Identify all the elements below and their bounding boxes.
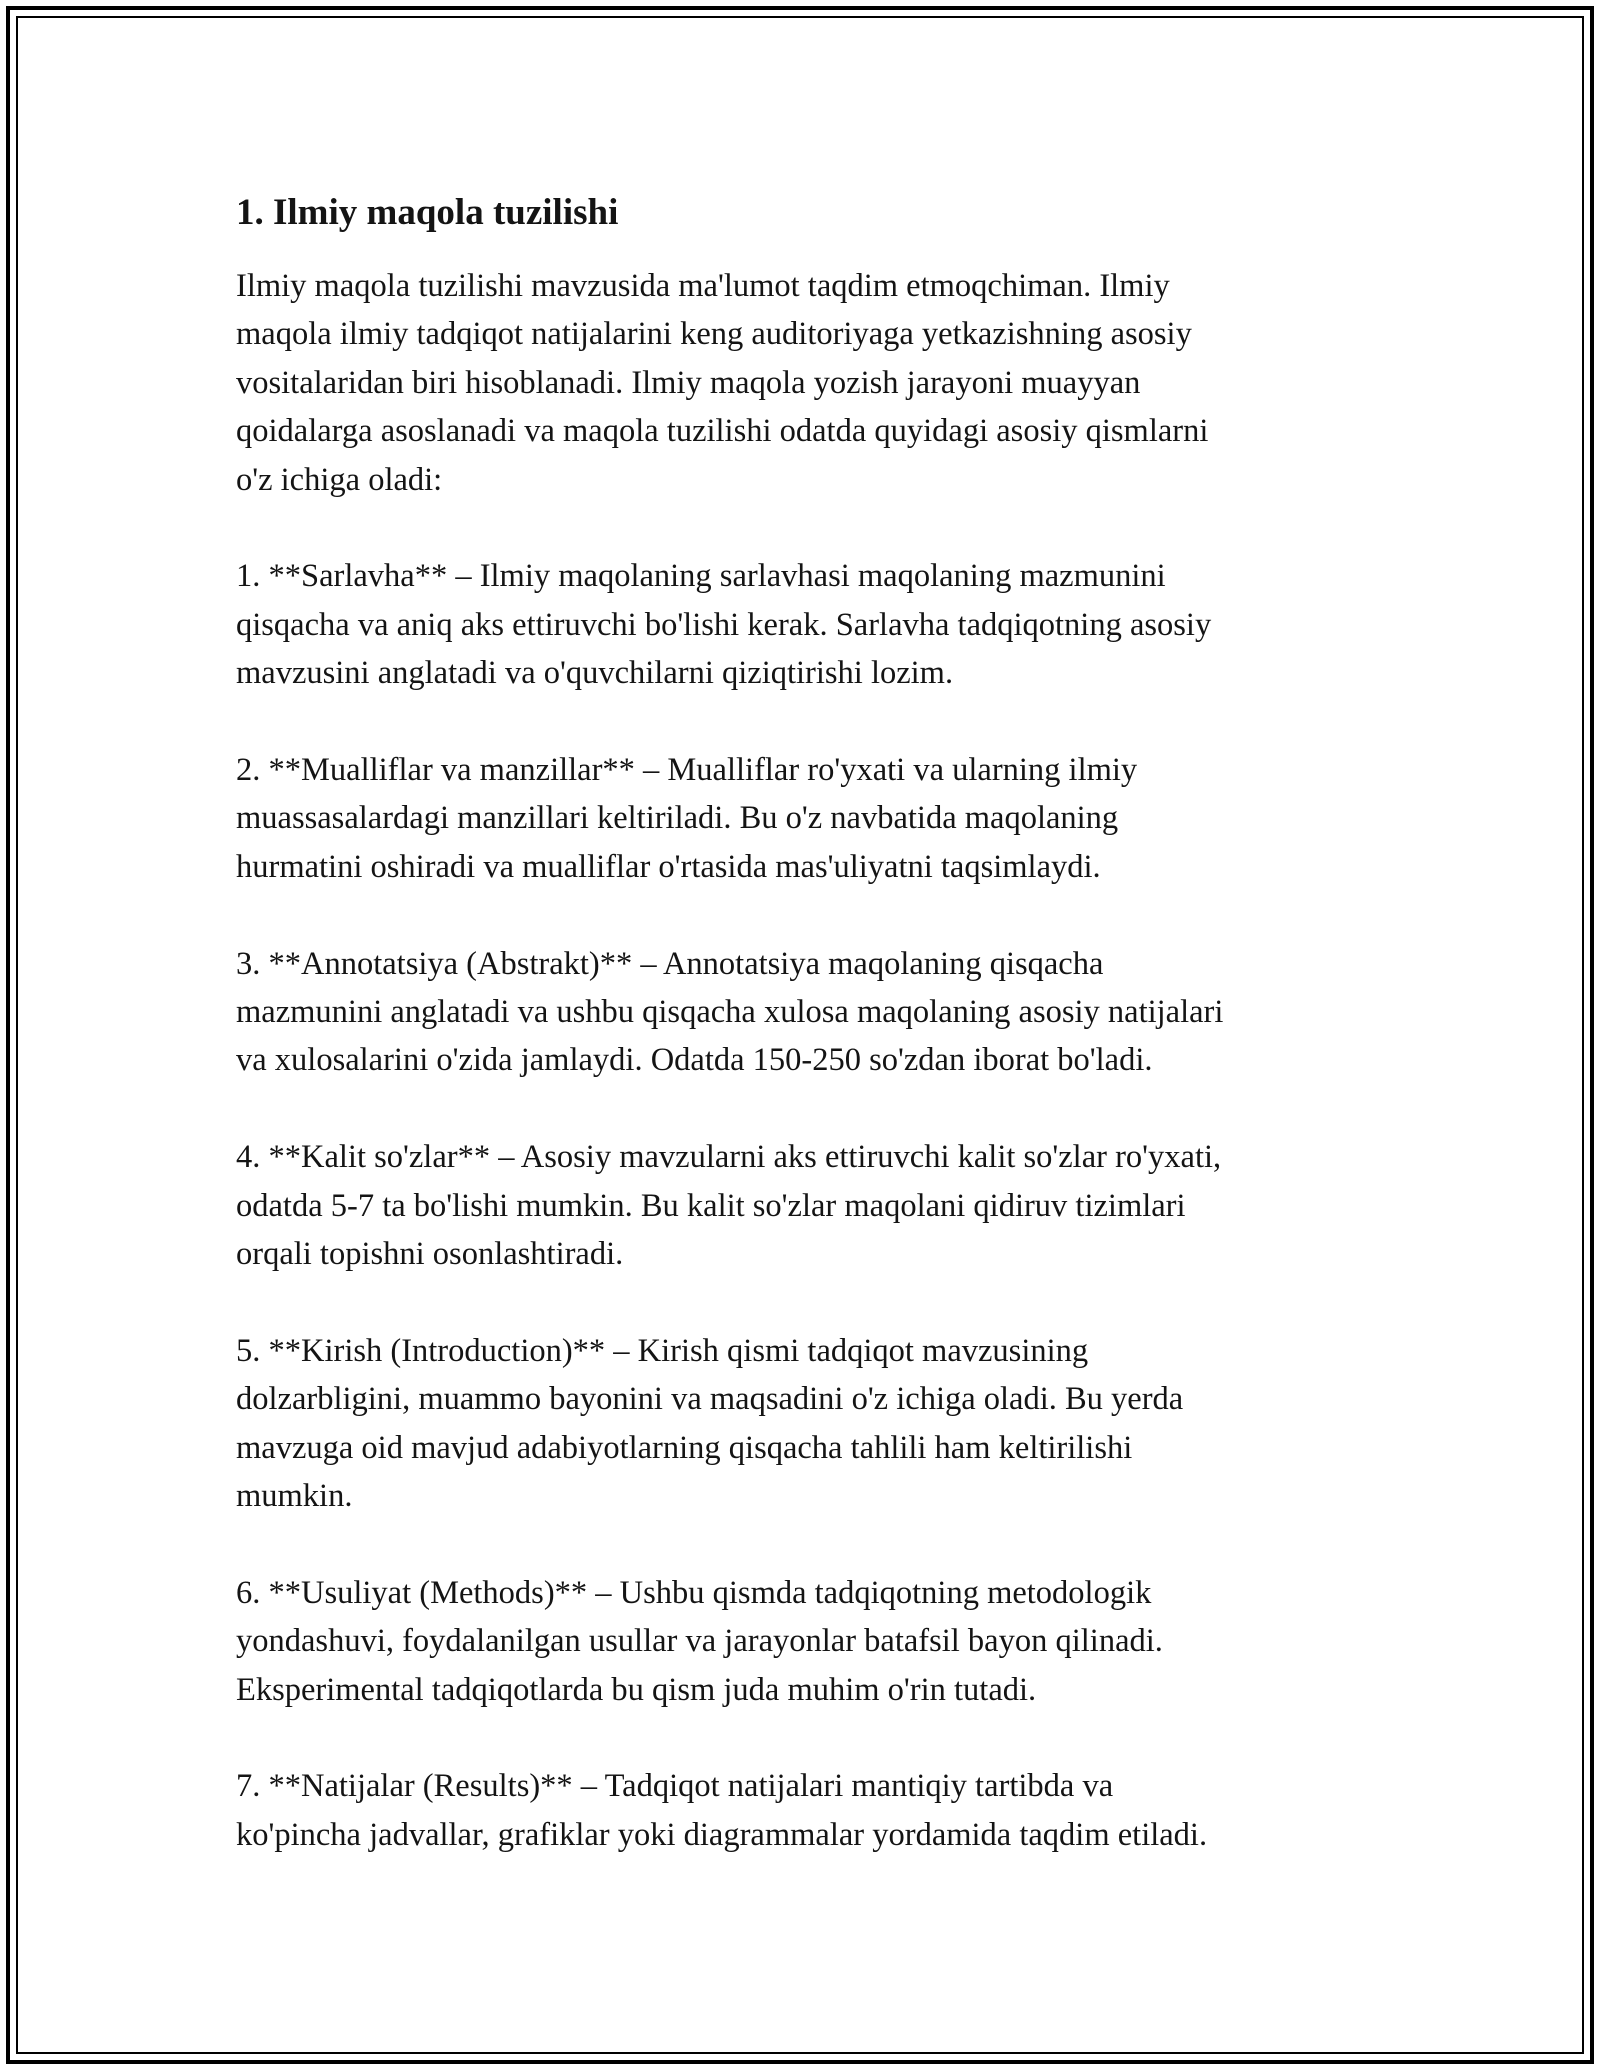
text-line: qoidalarga asoslanadi va maqola tuzilishi odatda quyidagi asosiy qismlarni — [236, 413, 1209, 450]
paragraph — [236, 746, 1366, 891]
paragraph — [236, 940, 1366, 1085]
paragraph — [236, 1133, 1366, 1278]
text-line: maqola ilmiy tadqiqot natijalarini keng auditoriyaga yetkazishning asosiy — [236, 316, 1192, 353]
text-line: 6. **Usuliyat (Methods)** – Ushbu qismda tadqiqotning metodologik — [236, 1574, 1152, 1611]
text-line: 1. **Sarlavha** – Ilmiy maqolaning sarlavhasi maqolaning mazmunini — [236, 558, 1166, 595]
paragraph — [236, 1569, 1366, 1714]
paragraph-list — [236, 262, 1366, 1859]
document-body — [236, 186, 1366, 1859]
text-line: 2. **Mualliflar va manzillar** – Mualliflar ro'yxati va ularning ilmiy — [236, 752, 1138, 789]
text-line: mazmunini anglatadi va ushbu qisqacha xulosa maqolaning asosiy natijalari — [236, 994, 1224, 1031]
text-line: ko'pincha jadvallar, grafiklar yoki diagrammalar yordamida taqdim etiladi. — [236, 1816, 1208, 1853]
text-line: mavzusini anglatadi va o'quvchilarni qiziqtirishi lozim. — [236, 655, 954, 692]
paragraph — [236, 552, 1366, 697]
text-line: hurmatini oshiradi va mualliflar o'rtasida mas'uliyatni taqsimlaydi. — [236, 848, 1101, 885]
text-line: orqali topishni osonlashtiradi. — [236, 1236, 624, 1273]
text-line: Eksperimental tadqiqotlarda bu qism juda muhim o'rin tutadi. — [236, 1671, 1037, 1708]
text-line: 7. **Natijalar (Results)** – Tadqiqot natijalari mantiqiy tartibda va — [236, 1768, 1114, 1805]
text-line: vositalaridan biri hisoblanadi. Ilmiy maqola yozish jarayoni muayyan — [236, 364, 1141, 401]
text-line: muassasalardagi manzillari keltiriladi. Bu o'z navbatida maqolaning — [236, 800, 1119, 837]
text-line: qisqacha va aniq aks ettiruvchi bo'lishi kerak. Sarlavha tadqiqotning asosiy — [236, 606, 1212, 643]
text-line: o'z ichiga oladi: — [236, 461, 443, 498]
text-line: dolzarbligini, muammo bayonini va maqsadini o'z ichiga oladi. Bu yerda — [236, 1381, 1184, 1418]
text-line: 4. **Kalit so'zlar** – Asosiy mavzularni aks ettiruvchi kalit so'zlar ro'yxati, — [236, 1139, 1222, 1176]
text-line: odatda 5-7 ta bo'lishi mumkin. Bu kalit so'zlar maqolani qidiruv tizimlari — [236, 1187, 1186, 1224]
text-line: yondashuvi, foydalanilgan usullar va jarayonlar batafsil bayon qilinadi. — [236, 1623, 1163, 1660]
text-line: mavzuga oid mavjud adabiyotlarning qisqacha tahlili ham keltirilishi — [236, 1429, 1133, 1466]
text-line: 5. **Kirish (Introduction)** – Kirish qismi tadqiqot mavzusining — [236, 1332, 1089, 1369]
paragraph — [236, 1762, 1366, 1859]
text-line: Ilmiy maqola tuzilishi mavzusida ma'lumot taqdim etmoqchiman. Ilmiy — [236, 268, 1170, 304]
text-line: 3. **Annotatsiya (Abstrakt)** – Annotatsiya maqolaning qisqacha — [236, 945, 1104, 982]
text-line: va xulosalarini o'zida jamlaydi. Odatda 150-250 so'zdan iborat bo'ladi. — [236, 1042, 1153, 1079]
section-heading: 1. Ilmiy maqola tuzilishi — [236, 192, 619, 233]
text-line: mumkin. — [236, 1478, 353, 1515]
paragraph — [236, 262, 1366, 504]
paragraph — [236, 1327, 1366, 1521]
